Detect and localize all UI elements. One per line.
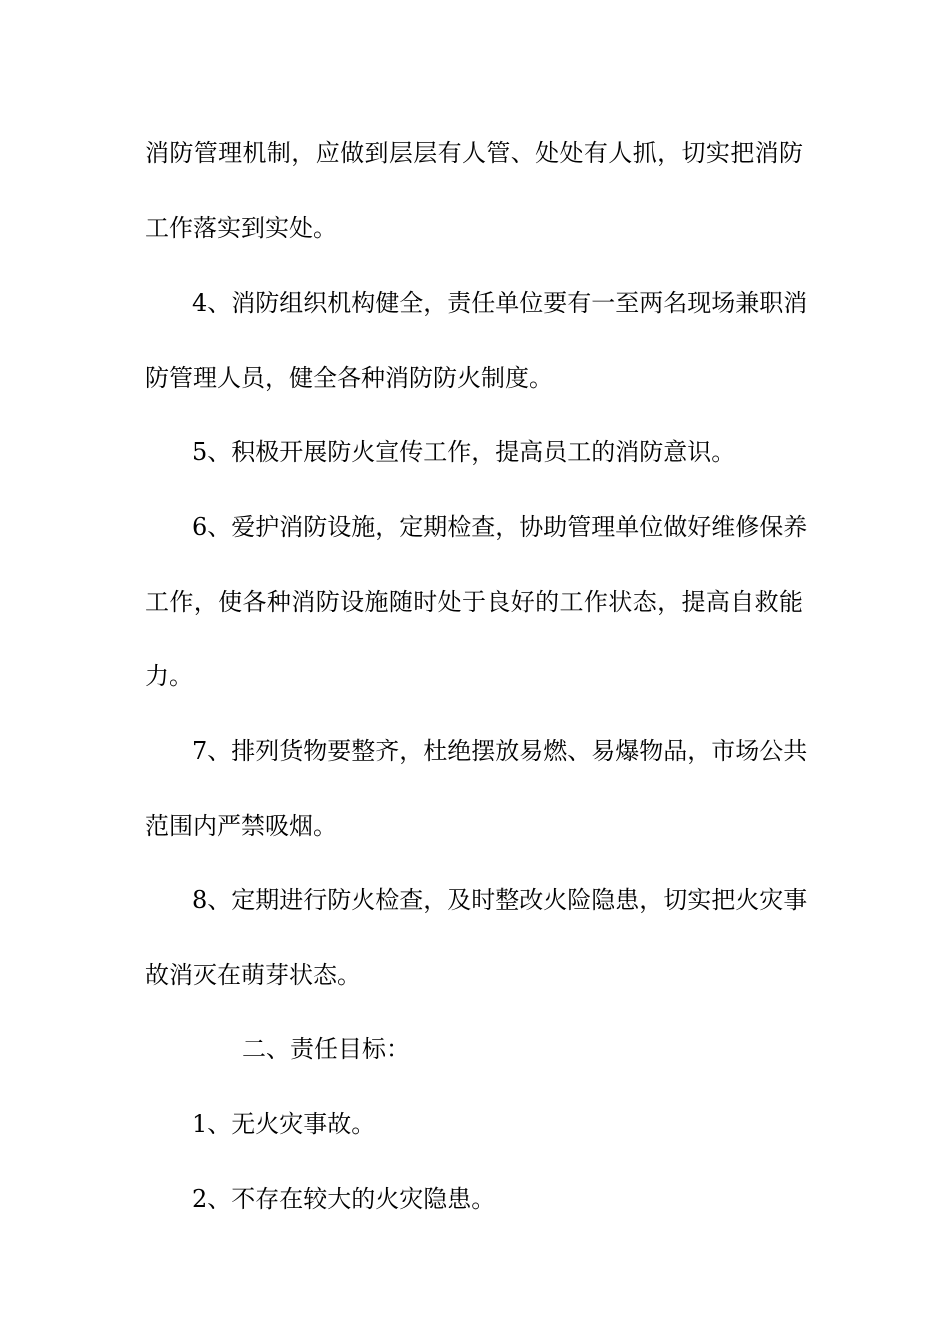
target-item-2: 2、不存在较大的火灾隐患。 xyxy=(192,1185,496,1213)
list-item-7: 7、排列货物要整齐，杜绝摆放易燃、易爆物品，市场公共 xyxy=(192,737,808,765)
section-heading: 二、责任目标： xyxy=(242,1035,410,1063)
list-item-5: 5、积极开展防火宣传工作，提高员工的消防意识。 xyxy=(192,438,736,466)
paragraph-line: 工作，使各种消防设施随时处于良好的工作状态，提高自救能 xyxy=(145,588,803,616)
paragraph-line: 力。 xyxy=(145,662,193,690)
paragraph-line: 工作落实到实处。 xyxy=(145,214,337,242)
paragraph-line: 故消灭在萌芽状态。 xyxy=(145,961,361,989)
paragraph-line: 范围内严禁吸烟。 xyxy=(145,812,337,840)
target-item-1: 1、无火灾事故。 xyxy=(192,1110,376,1138)
paragraph-line: 防管理人员，健全各种消防防火制度。 xyxy=(145,364,553,392)
list-item-6: 6、爱护消防设施，定期检查，协助管理单位做好维修保养 xyxy=(192,513,808,541)
list-item-8: 8、定期进行防火检查，及时整改火险隐患，切实把火灾事 xyxy=(192,886,808,914)
paragraph-line: 消防管理机制，应做到层层有人管、处处有人抓，切实把消防 xyxy=(145,139,803,167)
list-item-4: 4、消防组织机构健全，责任单位要有一至两名现场兼职消 xyxy=(192,289,808,317)
